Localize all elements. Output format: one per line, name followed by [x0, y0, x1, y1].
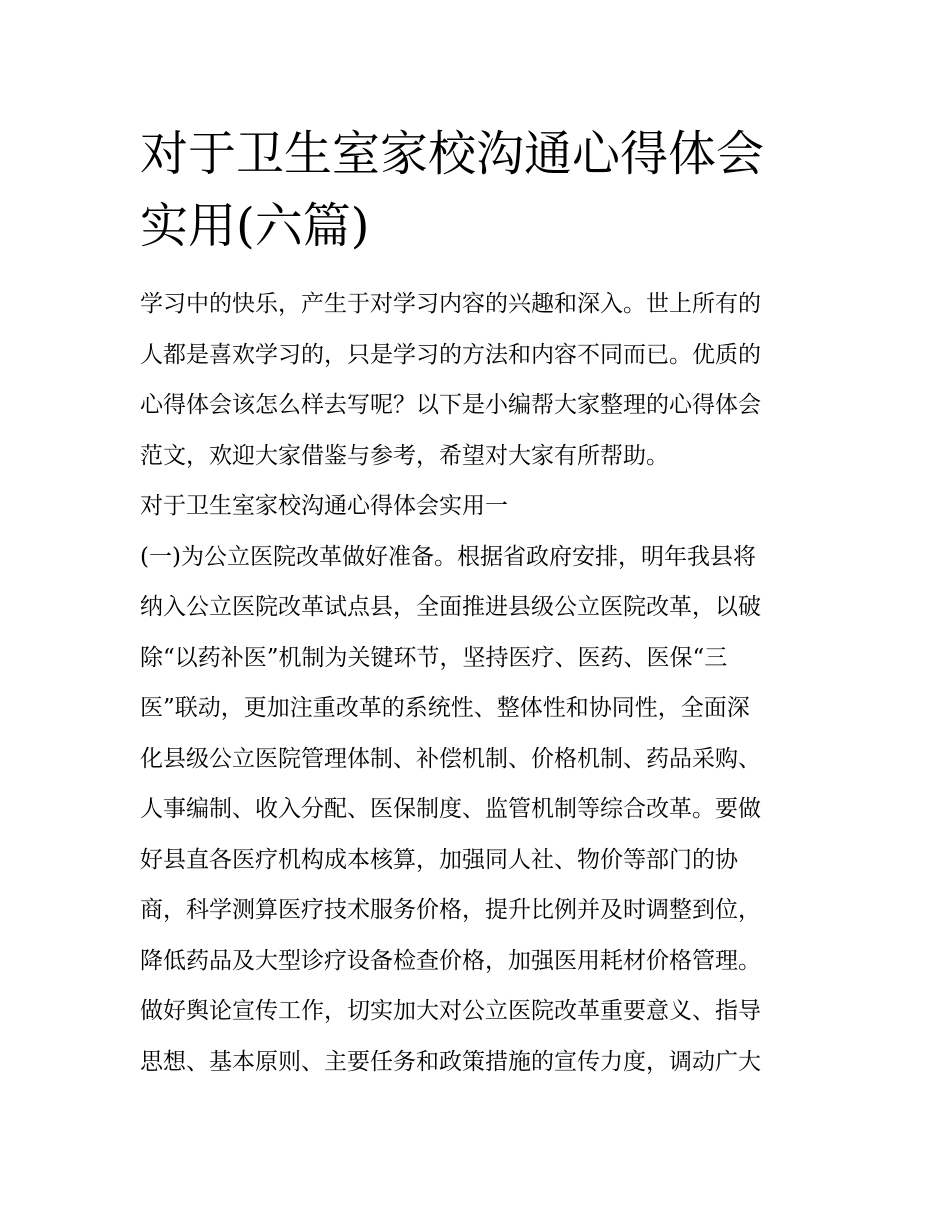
paragraph-line: 除“以药补医”机制为关键环节，坚持医疗、医药、医保“三: [140, 644, 728, 671]
document-title: [140, 118, 820, 262]
title-line: 实用(六篇): [140, 198, 370, 254]
intro-line: 心得体会该怎么样去写呢？以下是小编帮大家整理的心得体会: [140, 392, 761, 418]
intro-line: 范文，欢迎大家借鉴与参考，希望对大家有所帮助。: [140, 442, 669, 469]
title-line: 对于卫生室家校沟通心得体会: [140, 126, 765, 182]
paragraph-line: 做好舆论宣传工作，切实加大对公立医院改革重要意义、指导: [140, 998, 761, 1024]
paragraph-line: 降低药品及大型诊疗设备检查价格，加强医用耗材价格管理。: [140, 947, 761, 974]
paragraph-line: 纳入公立医院改革试点县，全面推进县级公立医院改革，以破: [140, 594, 761, 620]
paragraph-line: 思想、基本原则、主要任务和政策措施的宣传力度，调动广大: [140, 1048, 761, 1075]
paragraph-line: 商，科学测算医疗技术服务价格，提升比例并及时调整到位，: [140, 897, 761, 923]
paragraph-line: 人事编制、收入分配、医保制度、监管机制等综合改革。要做: [140, 796, 761, 822]
paragraph-line: (一)为公立医院改革做好准备。根据省政府安排，明年我县将: [140, 543, 756, 570]
section-heading: 对于卫生室家校沟通心得体会实用一: [140, 493, 508, 519]
paragraph-line: 化县级公立医院管理体制、补偿机制、价格机制、药品采购、: [140, 745, 761, 772]
paragraph-line: 医”联动，更加注重改革的系统性、整体性和协同性，全面深: [140, 695, 750, 721]
intro-line: 人都是喜欢学习的，只是学习的方法和内容不同而已。优质的: [140, 341, 761, 368]
document-body: [140, 279, 820, 1087]
paragraph-line: 好县直各医疗机构成本核算，加强同人社、物价等部门的协: [140, 846, 738, 873]
intro-line: 学习中的快乐，产生于对学习内容的兴趣和深入。世上所有的: [140, 291, 761, 317]
